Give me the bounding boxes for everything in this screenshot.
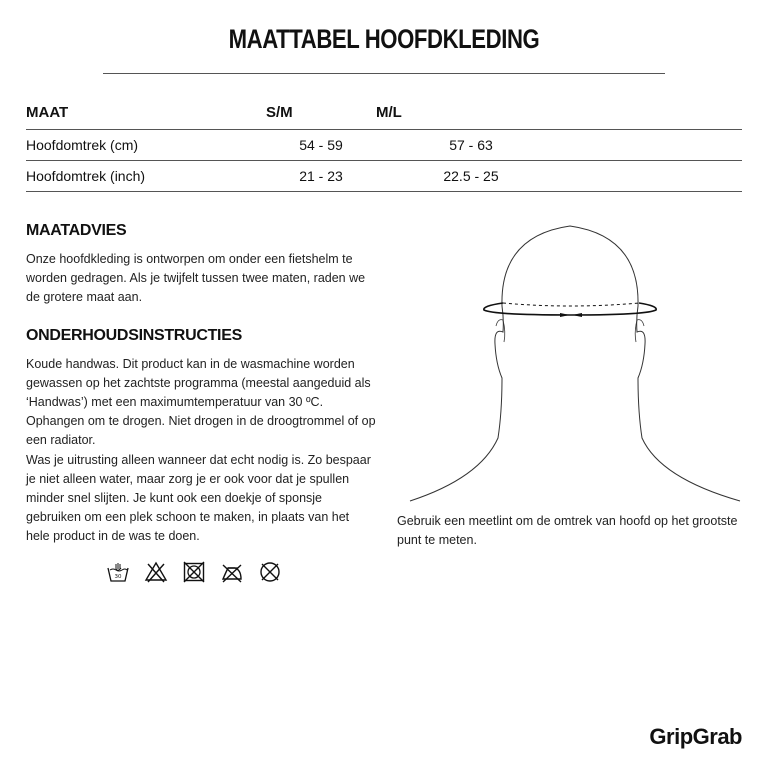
care-icons: [106, 560, 282, 584]
page-title: MAATTABEL HOOFDKLEDING: [228, 24, 540, 54]
size-table: [26, 96, 742, 192]
measurement-caption: Gebruik een meetlint om de omtrek van hoofd op het grootste punt te meten.: [397, 514, 738, 547]
table-row: [26, 161, 742, 192]
head-measurement-illustration: [400, 216, 746, 506]
no-dry-clean-icon: [258, 560, 282, 584]
header-sm: S/M: [266, 96, 376, 130]
no-bleach-icon: [144, 560, 168, 584]
cell-sm: 54 - 59: [266, 130, 376, 161]
hand-wash-icon: [106, 560, 130, 584]
measuring-tape: [484, 303, 656, 315]
header-spacer: [566, 96, 742, 130]
header-ml: M/L: [376, 96, 566, 130]
no-ironing-icon: [220, 560, 244, 584]
row-label: Hoofdomtrek (cm): [26, 130, 266, 161]
size-advice-text: Onze hoofdkleding is ontworpen om onder een fietshelm te worden gedragen. Als je twijfelt tussen twee maten, raden we de grotere maat aan.: [26, 252, 366, 304]
care-heading: ONDERHOUDSINSTRUCTIES: [26, 327, 242, 344]
table-row: [26, 130, 742, 161]
svg-text:30: 30: [114, 574, 122, 580]
size-advice-heading: MAATADVIES: [26, 222, 127, 239]
header-size: MAAT: [26, 96, 266, 130]
table-header-row: [26, 96, 742, 130]
no-tumble-dry-icon: [182, 560, 206, 584]
cell-sm: 21 - 23: [266, 161, 376, 192]
row-label: Hoofdomtrek (inch): [26, 161, 266, 192]
cell-ml: 57 - 63: [376, 130, 566, 161]
cell-ml: 22.5 - 25: [376, 161, 566, 192]
measuring-line-back: [503, 303, 639, 306]
arrow-left: [572, 313, 582, 317]
care-paragraph-1: Koude handwas. Dit product kan in de wasmachine worden gewassen op het zachtste programma (meestal aangeduid als ‘Handwas’) met een maximumtemperatuur van 30 ºC. Ophangen om te drogen. Niet drogen in de droogtrommel of op een radiator.: [26, 357, 376, 447]
brand-logo: GripGrab: [649, 724, 742, 749]
title-divider: [103, 73, 665, 74]
care-paragraph-2: Was je uitrusting alleen wanneer dat echt nodig is. Zo bespaar je niet alleen water, maar zorg je er ook voor dat je spullen minder snel slijten. Je kunt ook een doekje of sponsje gebruiken om een plek schoon te maken, in plaats van het hele product in de was te doen.: [26, 453, 371, 543]
arrow-right: [560, 313, 570, 317]
